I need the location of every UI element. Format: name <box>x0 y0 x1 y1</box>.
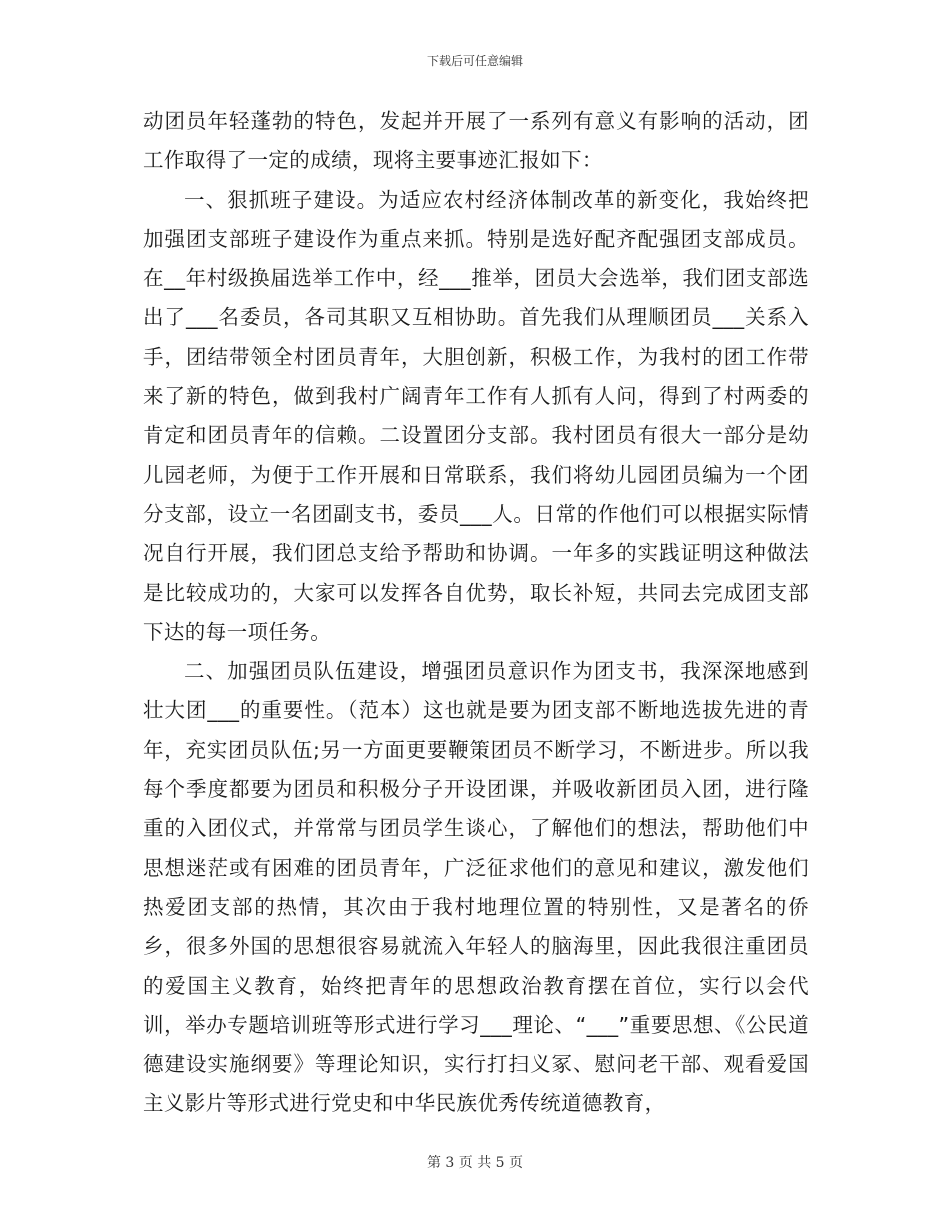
document-body <box>143 102 809 1124</box>
paragraph-section-two: 二、加强团员队伍建设，增强团员意识作为团支书，我深深地感到壮大团___的重要性。（范本）这也就是要为团支部不断地选拔先进的青年，充实团员队伍;另一方面更要鞭策团员不断学习，不断进步。所以我每个季度都要为团员和积极分子开设团课，并吸收新团员入团，进行隆重的入团仪式，并常常与团员学生谈心，了解他们的想法，帮助他们中思想迷茫或有困难的团员青年，广泛征求他们的意见和建议，激发他们热爱团支部的热情，其次由于我村地理位置的特别性，又是著名的侨乡，很多外国的思想很容易就流入年轻人的脑海里，因此我很注重团员的爱国主义教育，始终把青年的思想政治教育摆在首位，实行以会代训，举办专题培训班等形式进行学习___理论、“___”重要思想、《公民道德建设实施纲要》等理论知识，实行打扫义冢、慰问老干部、观看爱国主义影片等形式进行党史和中华民族优秀传统道德教育， <box>143 659 809 1116</box>
page-header: 下载后可任意编辑 <box>426 54 523 68</box>
paragraph-section-one: 一、狠抓班子建设。为适应农村经济体制改革的新变化，我始终把加强团支部班子建设作为重点来抓。特别是选好配齐配强团支部成员。在__年村级换届选举工作中，经___推举，团员大会选举，我们团支部选出了___名委员，各司其职又互相协助。首先我们从理顺团员___关系入手，团结带领全村团员青年，大胆创新，积极工作，为我村的团工作带来了新的特色，做到我村广阔青年工作有人抓有人问，得到了村两委的肯定和团员青年的信赖。二设置团分支部。我村团员有很大一部分是幼儿园老师，为便于工作开展和日常联系，我们将幼儿园团员编为一个团分支部，设立一名团副支书，委员___人。日常的作他们可以根据实际情况自行开展，我们团总支给予帮助和协调。一年多的实践证明这种做法是比较成功的，大家可以发挥各自优势，取长补短，共同去完成团支部下达的每一项任务。 <box>143 187 809 644</box>
paragraph-continuation: 动团员年轻蓬勃的特色，发起并开展了一系列有意义有影响的活动，团工作取得了一定的成绩，现将主要事迹汇报如下： <box>143 109 809 173</box>
page-number-footer: 第 3 页 共 5 页 <box>426 1155 524 1171</box>
